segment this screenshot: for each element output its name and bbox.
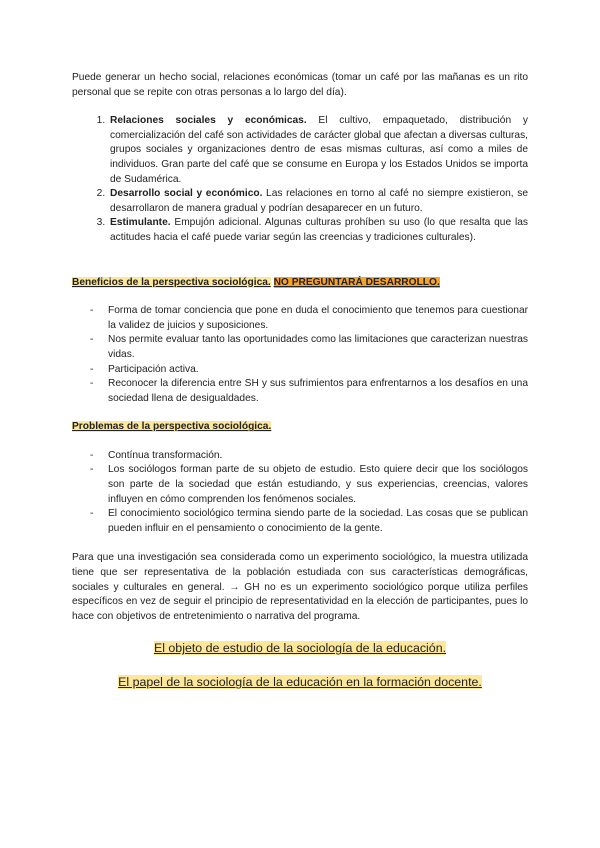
list-item: - Forma de tomar conciencia que pone en duda el conocimiento que tenemos para cuestionar la validez de juicios y suposiciones. [108,304,528,333]
list-item: - Participación activa. [108,363,528,378]
list-item-term: Relaciones sociales y económicas. [110,115,307,127]
section-title-1-text: El objeto de estudio de la sociología de la educación. [153,641,447,656]
benefits-heading-text: Beneficios de la perspectiva sociológica. [72,276,271,288]
conclusion-paragraph: Para que una investigación sea considerada como un experimento sociológico, la muestra utilizada tiene que ser representativa de la población estudiada con sus características demográficas, sociales y culturales en general. → GH no es un experimento sociológico porque utiliza perfiles específicos en vez de seguir el principio de representatividad en la elección de participantes, pues lo hace con objetivos de entretenimiento o narrativa del programa. [72,552,528,622]
intro-paragraph: Puede generar un hecho social, relaciones económicas (tomar un café por las mañanas es un rito personal que se repite con otras personas a lo largo del día). [72,72,528,98]
benefits-list [72,304,528,406]
list-item [108,187,528,216]
list-item-term: Desarrollo social y económico. [110,188,263,200]
list-item: - Contínua transformación. [108,449,528,464]
problems-heading-text: Problemas de la perspectiva sociológica. [72,421,272,433]
numbered-list [72,114,528,245]
list-item [108,216,528,245]
list-item-term: Estimulante. [110,217,171,229]
list-item: - Nos permite evaluar tanto las oportunidades como las limitaciones que caracterizan nuestras vidas. [108,333,528,362]
list-item: - Reconocer la diferencia entre SH y sus sufrimientos para enfrentarnos a los desafíos en una sociedad llena de desigualdades. [108,377,528,406]
list-item: - Los sociólogos forman parte de su objeto de estudio. Esto quiere decir que los sociólogos son parte de la sociedad que están estudiando, y sus experiencias, creencias, valores influyen en cómo comprenden los fenómenos sociales. [108,463,528,507]
section-title-2-text: El papel de la sociología de la educación en la formación docente. [118,675,482,690]
list-item-text: Empujón adicional. Algunas culturas prohíben su uso (lo que resalta que las actitudes hacia el café puede variar según las creencias y tradiciones culturales). [110,217,528,243]
list-item: - El conocimiento sociológico termina siendo parte de la sociedad. Las cosas que se publican pueden influir en el pensamiento o conocimiento de la gente. [108,507,528,536]
benefits-note: NO PREGUNTARÁ DESARROLLO. [273,276,440,288]
list-item-text: El cultivo, empaquetado, distribución y comercialización del café son actividades de carácter global que afectan a diversas culturas, grupos sociales y organizaciones dentro de esas mismas culturas, así como a miles de individuos. Gran parte del café que se consume en Europa y los Estados Unidos se importa de Sudamérica. [110,115,528,185]
list-item [108,114,528,187]
benefits-heading [72,276,528,291]
list-item-text: Las relaciones en torno al café no siempre existieron, se desarrollaron de manera gradual y podrían desaparecer en un futuro. [110,188,528,214]
problems-heading [72,420,528,435]
section-title-1 [72,640,528,656]
problems-list [72,449,528,537]
section-title-2 [72,674,528,690]
